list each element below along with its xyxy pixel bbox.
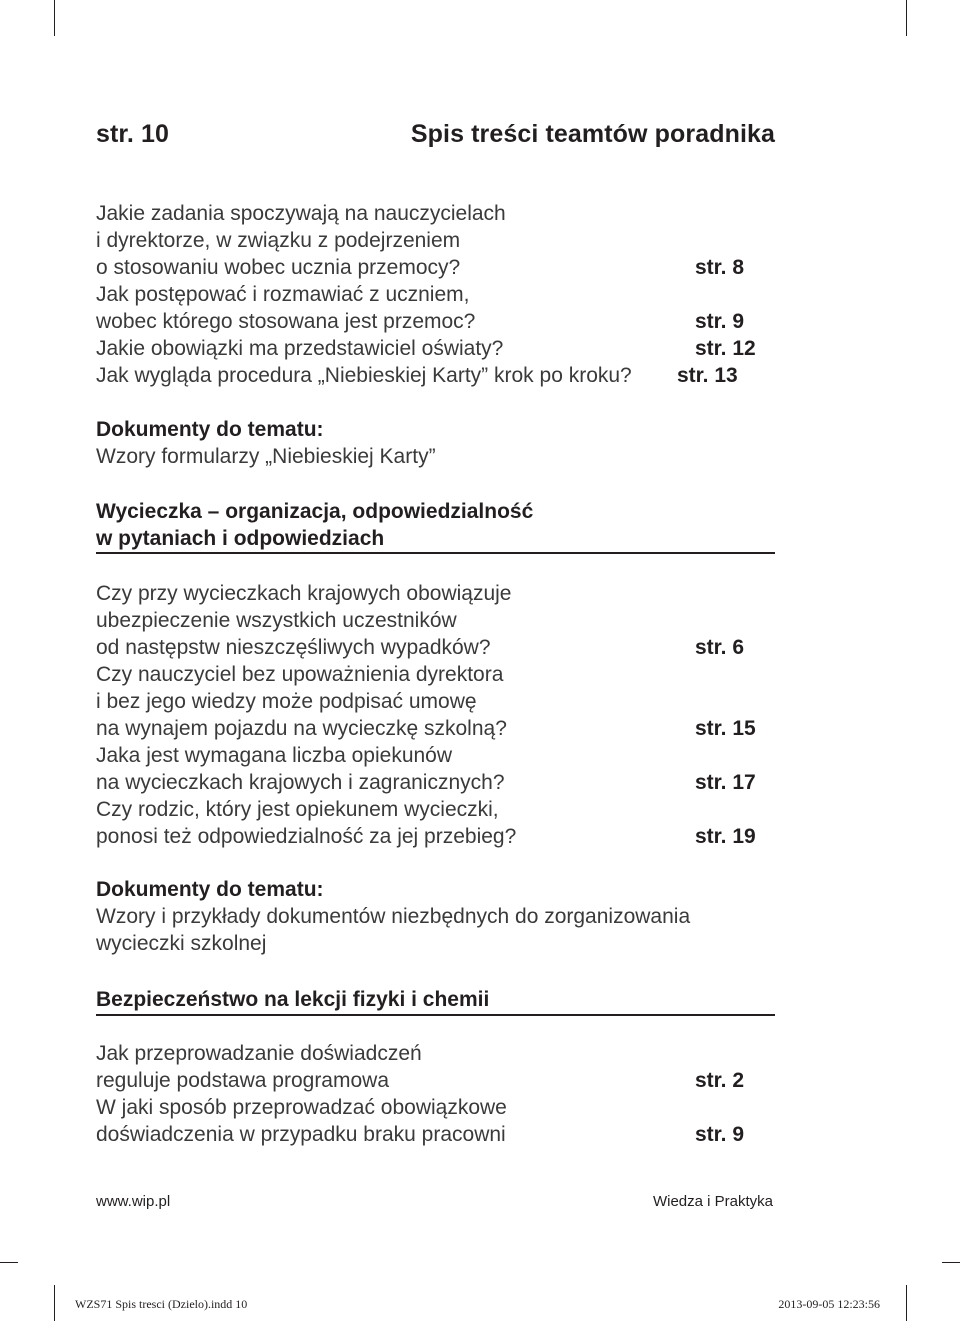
section-title-line: Wycieczka – organizacja, odpowiedzialność bbox=[96, 500, 534, 523]
toc-section-1 bbox=[96, 200, 776, 389]
documents-block-2 bbox=[96, 876, 776, 957]
documents-text: Wzory formularzy „Niebieskiej Karty” bbox=[96, 445, 436, 468]
toc-page-ref: str. 15 bbox=[695, 717, 756, 740]
toc-entry-text: Jak przeprowadzanie doświadczeń bbox=[96, 1042, 422, 1065]
toc-section-2 bbox=[96, 580, 776, 850]
toc-entry-text: W jaki sposób przeprowadzać obowiązkowe bbox=[96, 1096, 507, 1119]
toc-entry-text: Jakie zadania spoczywają na nauczycielach bbox=[96, 202, 506, 225]
documents-heading: Dokumenty do tematu: bbox=[96, 418, 324, 441]
toc-page-ref: str. 9 bbox=[695, 310, 745, 333]
print-slug-file: WZS71 Spis tresci (Dzielo).indd 10 bbox=[75, 1297, 248, 1311]
toc-section-3 bbox=[96, 1040, 776, 1148]
footer-website: www.wip.pl bbox=[96, 1193, 171, 1210]
crop-mark bbox=[54, 1285, 55, 1321]
documents-text: wycieczki szkolnej bbox=[96, 932, 267, 955]
section-divider bbox=[96, 1014, 775, 1016]
toc-entry-text: Jak postępować i rozmawiać z uczniem, bbox=[96, 283, 470, 306]
toc-page-ref: str. 17 bbox=[695, 771, 756, 794]
documents-heading: Dokumenty do tematu: bbox=[96, 878, 324, 901]
toc-entry-text: reguluje podstawa programowa bbox=[96, 1069, 390, 1092]
print-slug-timestamp: 2013-09-05 12:23:56 bbox=[778, 1297, 880, 1311]
toc-page-ref: str. 12 bbox=[695, 337, 756, 360]
toc-page-ref: str. 19 bbox=[695, 825, 756, 848]
toc-page-ref: str. 8 bbox=[695, 256, 745, 279]
toc-entry-text: o stosowaniu wobec ucznia przemocy? bbox=[96, 256, 461, 279]
toc-entry-text: na wynajem pojazdu na wycieczkę szkolną? bbox=[96, 717, 507, 740]
toc-entry-text: Jak wygląda procedura „Niebieskiej Karty” krok po kroku? bbox=[96, 364, 632, 387]
section-divider bbox=[96, 552, 775, 554]
crop-mark bbox=[906, 1285, 907, 1321]
crop-mark bbox=[0, 1262, 18, 1263]
toc-entry-text: na wycieczkach krajowych i zagranicznych? bbox=[96, 771, 505, 794]
toc-page-ref: str. 6 bbox=[695, 636, 745, 659]
toc-entry-text: i dyrektorze, w związku z podejrzeniem bbox=[96, 229, 461, 252]
footer-publisher: Wiedza i Praktyka bbox=[652, 1193, 773, 1210]
crop-mark bbox=[942, 1262, 960, 1263]
toc-entry-text: doświadczenia w przypadku braku pracowni bbox=[96, 1123, 506, 1146]
toc-entry-text: wobec którego stosowana jest przemoc? bbox=[96, 310, 476, 333]
crop-mark bbox=[906, 0, 907, 36]
toc-entry-text: ponosi też odpowiedzialność za jej przebieg? bbox=[96, 825, 517, 848]
toc-page-ref: str. 9 bbox=[695, 1123, 745, 1146]
documents-block-1 bbox=[96, 416, 776, 470]
toc-entry-text: od następstw nieszczęśliwych wypadków? bbox=[96, 636, 491, 659]
toc-page-ref: str. 2 bbox=[695, 1069, 745, 1092]
section-2-title bbox=[96, 498, 776, 552]
toc-entry-text: Jaka jest wymagana liczba opiekunów bbox=[96, 744, 453, 767]
section-3-title bbox=[96, 986, 776, 1013]
section-title-line: w pytaniach i odpowiedziach bbox=[96, 527, 385, 550]
toc-entry-text: Czy rodzic, który jest opiekunem wycieczki, bbox=[96, 798, 499, 821]
page-number-label: str. 10 bbox=[96, 120, 169, 148]
crop-mark bbox=[54, 0, 55, 36]
section-title-line: Bezpieczeństwo na lekcji fizyki i chemii bbox=[96, 988, 490, 1011]
toc-entry-text: Czy przy wycieczkach krajowych obowiązuje bbox=[96, 582, 512, 605]
toc-entry-text: i bez jego wiedzy może podpisać umowę bbox=[96, 690, 477, 713]
toc-entry-text: Czy nauczyciel bez upoważnienia dyrektora bbox=[96, 663, 504, 686]
page-title: Spis treści teamtów poradnika bbox=[410, 120, 775, 148]
toc-entry-text: Jakie obowiązki ma przedstawiciel oświaty? bbox=[96, 337, 504, 360]
toc-page-ref: str. 13 bbox=[677, 364, 738, 387]
toc-entry-text: ubezpieczenie wszystkich uczestników bbox=[96, 609, 457, 632]
documents-text: Wzory i przykłady dokumentów niezbędnych do zorganizowania bbox=[96, 905, 691, 928]
